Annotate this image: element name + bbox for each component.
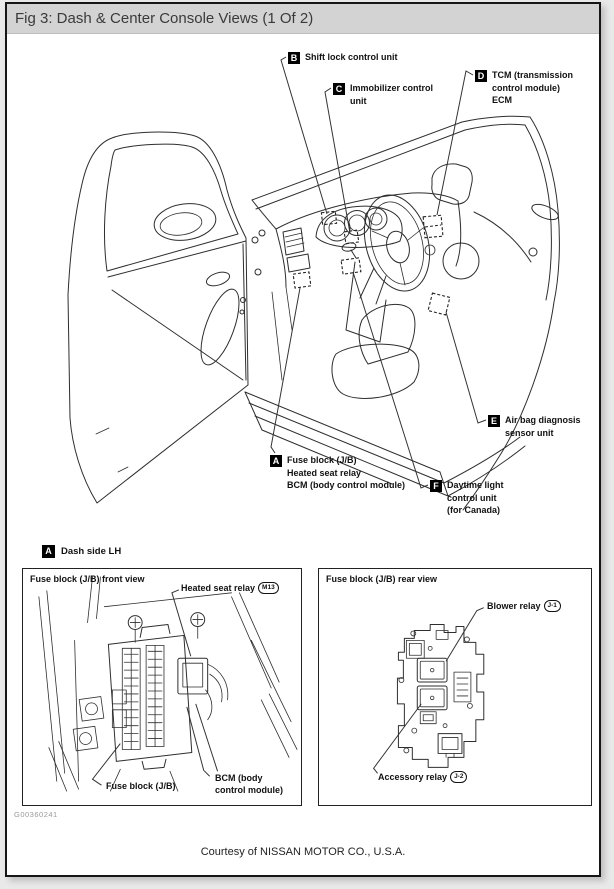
heated-seat-relay-text: Heated seat relay	[181, 582, 256, 593]
blower-relay-text: Blower relay	[487, 600, 541, 611]
callout-c-text-line1: Immobilizer control	[350, 83, 434, 93]
rear-view-plate	[397, 625, 483, 768]
heated-seat-relay-ref-badge: M13	[258, 582, 279, 594]
accessory-relay-label	[378, 771, 467, 783]
fuse-block-rear-view-panel	[318, 568, 592, 806]
callout-c-badge: C	[333, 83, 345, 95]
figure-title-bar	[7, 4, 599, 34]
bcm-text-line1: BCM (body	[215, 773, 263, 783]
callout-f-text-line3: (for Canada)	[447, 505, 501, 515]
callout-d-text-line3: ECM	[492, 95, 512, 105]
callout-e-badge: E	[488, 415, 500, 427]
callout-shift-lock	[288, 52, 398, 64]
figure-content	[7, 34, 599, 875]
blower-relay-ref-badge: J-1	[544, 600, 561, 612]
open-door-drawing	[68, 132, 248, 503]
rear-view-leader-lines	[374, 608, 484, 774]
callout-a-text-line3: BCM (body control module)	[287, 480, 405, 490]
fuse-block-label	[106, 781, 176, 792]
callout-b-badge: B	[288, 52, 300, 64]
callout-d-badge: D	[475, 70, 487, 82]
callout-fuse-block	[270, 455, 405, 492]
callout-f-text-line1: Daytime light	[447, 480, 504, 490]
heated-seat-relay-label	[181, 582, 279, 594]
front-view-structure-lines	[39, 577, 297, 791]
fuse-block-front-view-drawing	[23, 569, 301, 805]
front-view-title: Fuse block (J/B) front view	[30, 574, 145, 584]
callout-a-text-line1: Fuse block (J/B)	[287, 455, 357, 465]
accessory-relay-text: Accessory relay	[378, 771, 448, 782]
callout-a-badge: A	[270, 455, 282, 467]
courtesy-line: Courtesy of NISSAN MOTOR CO., U.S.A.	[200, 846, 406, 858]
fuse-block-text: Fuse block (J/B)	[106, 781, 176, 791]
callout-b-text: Shift lock control unit	[305, 52, 398, 62]
callout-tcm-ecm	[475, 70, 573, 107]
callout-daytime-light	[430, 480, 504, 517]
callout-e-text-line1: Air bag diagnosis	[505, 415, 581, 425]
callout-d-text-line2: control module)	[492, 82, 560, 93]
callout-immobilizer	[333, 83, 433, 107]
section-label-badge: A	[42, 545, 55, 558]
bcm-text-line2: control module)	[215, 785, 283, 795]
front-view-fuse-block	[108, 613, 227, 770]
callout-f-badge: F	[430, 480, 442, 492]
section-label-dash-side-lh	[42, 545, 121, 558]
car-body-outline	[252, 116, 560, 510]
callout-c-text-line2: unit	[350, 95, 367, 106]
callout-a-text-line2: Heated seat relay	[287, 467, 362, 478]
fuse-block-front-view-panel	[22, 568, 302, 806]
bcm-label	[215, 772, 283, 796]
rear-view-title: Fuse block (J/B) rear view	[326, 574, 438, 584]
figure-window	[5, 2, 601, 877]
accessory-relay-ref-badge: J-2	[450, 771, 467, 783]
callout-e-text-line2: sensor unit	[505, 427, 554, 438]
callout-airbag-sensor	[488, 415, 581, 439]
section-label-text: Dash side LH	[61, 546, 122, 557]
figure-title: Fig 3: Dash & Center Console Views (1 Of 2)	[15, 10, 314, 27]
figure-code: G00360241	[14, 810, 58, 819]
callout-d-text-line1: TCM (transmission	[492, 70, 574, 80]
blower-relay-label	[487, 600, 561, 612]
callout-f-text-line2: control unit	[447, 492, 497, 503]
